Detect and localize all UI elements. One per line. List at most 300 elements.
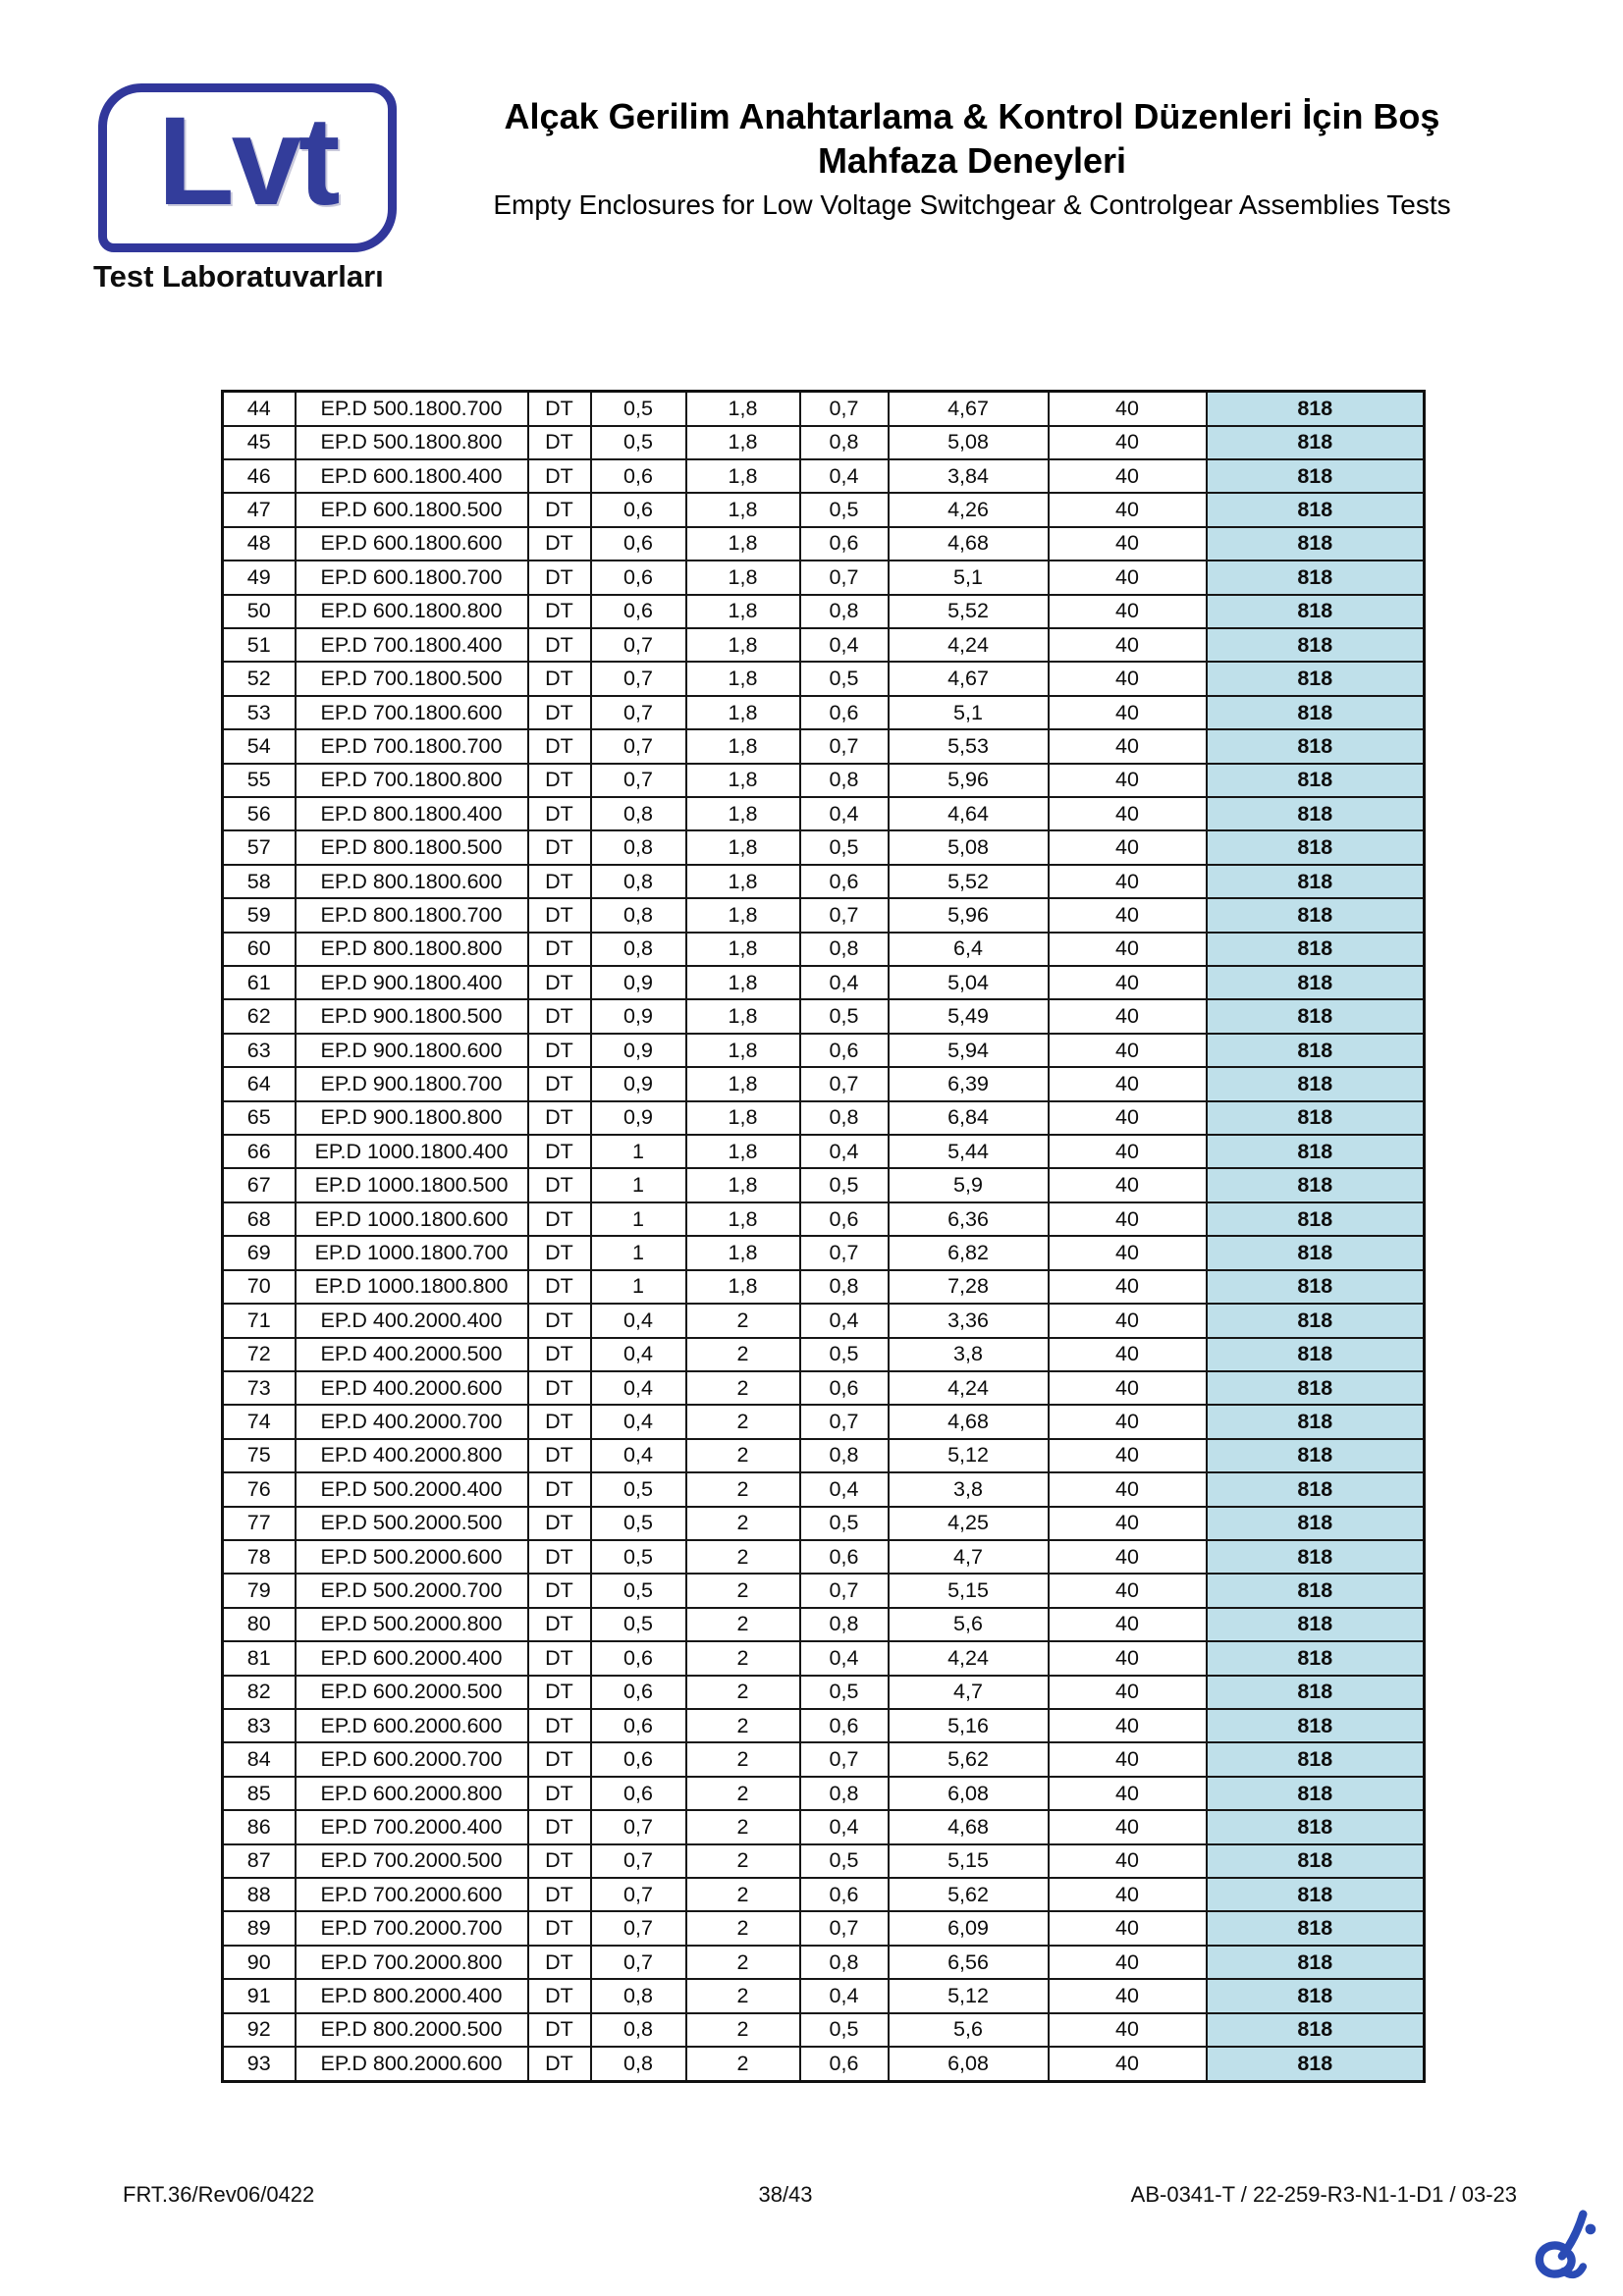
table-row: [223, 1304, 1425, 1337]
cell-height-m: 1,8: [686, 830, 800, 864]
cell-height-m: 2: [686, 2047, 800, 2081]
cell-width-m: 0,7: [591, 1946, 686, 1979]
cell-temp: 40: [1049, 1371, 1207, 1405]
cell-depth-m: 0,6: [800, 527, 889, 561]
cell-depth-m: 0,8: [800, 595, 889, 628]
cell-enclosure-code: EP.D 600.1800.600: [296, 527, 528, 561]
table-row: [223, 1101, 1425, 1135]
cell-type: DT: [528, 1946, 591, 1979]
cell-height-m: 1,8: [686, 1034, 800, 1067]
table-row: [223, 1676, 1425, 1709]
cell-height-m: 2: [686, 1641, 800, 1675]
cell-type: DT: [528, 1202, 591, 1236]
cell-type: DT: [528, 628, 591, 662]
cell-depth-m: 0,5: [800, 1676, 889, 1709]
cell-width-m: 0,7: [591, 1911, 686, 1945]
cell-row-number: 90: [223, 1946, 296, 1979]
cell-temp: 40: [1049, 628, 1207, 662]
cell-enclosure-code: EP.D 900.1800.600: [296, 1034, 528, 1067]
cell-depth-m: 0,7: [800, 1742, 889, 1776]
cell-area: 4,67: [889, 662, 1049, 695]
cell-area: 5,16: [889, 1709, 1049, 1742]
cell-row-number: 63: [223, 1034, 296, 1067]
cell-width-m: 0,7: [591, 1844, 686, 1878]
cell-row-number: 53: [223, 696, 296, 729]
cell-width-m: 0,7: [591, 662, 686, 695]
cell-row-number: 52: [223, 662, 296, 695]
cell-row-number: 50: [223, 595, 296, 628]
table-row: [223, 1810, 1425, 1843]
table-row: [223, 459, 1425, 493]
cell-area: 4,25: [889, 1507, 1049, 1540]
cell-depth-m: 0,8: [800, 1946, 889, 1979]
cell-depth-m: 0,4: [800, 628, 889, 662]
cell-temp: 40: [1049, 1742, 1207, 1776]
cell-temp: 40: [1049, 696, 1207, 729]
table-row: [223, 1405, 1425, 1438]
cell-height-m: 2: [686, 1911, 800, 1945]
cell-temp: 40: [1049, 1507, 1207, 1540]
cell-height-m: 1,8: [686, 493, 800, 526]
cell-temp: 40: [1049, 966, 1207, 999]
cell-width-m: 0,9: [591, 966, 686, 999]
table-row: [223, 527, 1425, 561]
cell-area: 5,53: [889, 729, 1049, 763]
cell-depth-m: 0,8: [800, 1270, 889, 1304]
cell-area: 5,6: [889, 2013, 1049, 2047]
footer-page-number: 38/43: [758, 2182, 813, 2207]
cell-result: 818: [1207, 1202, 1425, 1236]
cell-height-m: 2: [686, 1742, 800, 1776]
cell-temp: 40: [1049, 561, 1207, 594]
cell-temp: 40: [1049, 426, 1207, 459]
cell-height-m: 2: [686, 1979, 800, 2012]
cell-area: 5,15: [889, 1844, 1049, 1878]
cell-result: 818: [1207, 1507, 1425, 1540]
cell-temp: 40: [1049, 2013, 1207, 2047]
cell-result: 818: [1207, 865, 1425, 898]
cell-depth-m: 0,6: [800, 2047, 889, 2081]
cell-row-number: 61: [223, 966, 296, 999]
cell-height-m: 2: [686, 1608, 800, 1641]
cell-width-m: 0,5: [591, 1540, 686, 1574]
cell-temp: 40: [1049, 933, 1207, 966]
cell-depth-m: 0,8: [800, 1439, 889, 1472]
cell-depth-m: 0,7: [800, 1067, 889, 1100]
cell-depth-m: 0,5: [800, 999, 889, 1033]
cell-type: DT: [528, 662, 591, 695]
cell-enclosure-code: EP.D 1000.1800.600: [296, 1202, 528, 1236]
cell-result: 818: [1207, 595, 1425, 628]
cell-temp: 40: [1049, 999, 1207, 1033]
cell-row-number: 69: [223, 1236, 296, 1269]
table-row: [223, 628, 1425, 662]
cell-temp: 40: [1049, 493, 1207, 526]
cell-enclosure-code: EP.D 800.1800.800: [296, 933, 528, 966]
cell-enclosure-code: EP.D 1000.1800.400: [296, 1135, 528, 1168]
table-row: [223, 1979, 1425, 2012]
cell-result: 818: [1207, 696, 1425, 729]
cell-row-number: 88: [223, 1878, 296, 1911]
cell-height-m: 1,8: [686, 662, 800, 695]
cell-result: 818: [1207, 1034, 1425, 1067]
table-body: [223, 392, 1425, 2082]
cell-depth-m: 0,8: [800, 1101, 889, 1135]
cell-enclosure-code: EP.D 800.1800.600: [296, 865, 528, 898]
cell-row-number: 66: [223, 1135, 296, 1168]
cell-row-number: 64: [223, 1067, 296, 1100]
cell-width-m: 1: [591, 1236, 686, 1269]
cell-width-m: 0,6: [591, 459, 686, 493]
cell-width-m: 1: [591, 1168, 686, 1201]
table-row: [223, 1202, 1425, 1236]
cell-area: 5,49: [889, 999, 1049, 1033]
cell-result: 818: [1207, 561, 1425, 594]
table-row: [223, 933, 1425, 966]
cell-height-m: 1,8: [686, 426, 800, 459]
cell-area: 6,82: [889, 1236, 1049, 1269]
cell-width-m: 0,4: [591, 1304, 686, 1337]
cell-type: DT: [528, 696, 591, 729]
cell-depth-m: 0,6: [800, 1034, 889, 1067]
cell-area: 5,62: [889, 1878, 1049, 1911]
cell-type: DT: [528, 1101, 591, 1135]
cell-temp: 40: [1049, 1472, 1207, 1506]
cell-type: DT: [528, 1168, 591, 1201]
cell-enclosure-code: EP.D 700.2000.600: [296, 1878, 528, 1911]
cell-depth-m: 0,4: [800, 1472, 889, 1506]
cell-type: DT: [528, 1371, 591, 1405]
cell-temp: 40: [1049, 1844, 1207, 1878]
table-row: [223, 1034, 1425, 1067]
cell-height-m: 2: [686, 1777, 800, 1810]
cell-depth-m: 0,7: [800, 1236, 889, 1269]
cell-enclosure-code: EP.D 500.2000.700: [296, 1574, 528, 1607]
cell-result: 818: [1207, 1067, 1425, 1100]
cell-type: DT: [528, 1270, 591, 1304]
cell-type: DT: [528, 1709, 591, 1742]
cell-depth-m: 0,4: [800, 1304, 889, 1337]
cell-depth-m: 0,7: [800, 729, 889, 763]
cell-depth-m: 0,7: [800, 392, 889, 426]
cell-enclosure-code: EP.D 700.2000.800: [296, 1946, 528, 1979]
cell-depth-m: 0,6: [800, 1371, 889, 1405]
cell-depth-m: 0,8: [800, 1608, 889, 1641]
cell-enclosure-code: EP.D 400.2000.700: [296, 1405, 528, 1438]
cell-area: 4,7: [889, 1540, 1049, 1574]
cell-type: DT: [528, 595, 591, 628]
cell-depth-m: 0,5: [800, 1168, 889, 1201]
cell-temp: 40: [1049, 662, 1207, 695]
cell-width-m: 1: [591, 1202, 686, 1236]
cell-temp: 40: [1049, 1810, 1207, 1843]
cell-row-number: 83: [223, 1709, 296, 1742]
cell-height-m: 1,8: [686, 595, 800, 628]
cell-height-m: 1,8: [686, 1202, 800, 1236]
cell-type: DT: [528, 527, 591, 561]
cell-depth-m: 0,7: [800, 1574, 889, 1607]
cell-row-number: 74: [223, 1405, 296, 1438]
cell-result: 818: [1207, 1911, 1425, 1945]
cell-temp: 40: [1049, 527, 1207, 561]
cell-area: 5,52: [889, 865, 1049, 898]
cell-result: 818: [1207, 933, 1425, 966]
cell-temp: 40: [1049, 1574, 1207, 1607]
cell-area: 5,15: [889, 1574, 1049, 1607]
cell-depth-m: 0,5: [800, 1844, 889, 1878]
cell-area: 4,67: [889, 392, 1049, 426]
cell-area: 4,68: [889, 1405, 1049, 1438]
cell-temp: 40: [1049, 595, 1207, 628]
cell-width-m: 0,6: [591, 527, 686, 561]
cell-height-m: 1,8: [686, 764, 800, 797]
cell-width-m: 0,6: [591, 1641, 686, 1675]
cell-temp: 40: [1049, 1979, 1207, 2012]
cell-row-number: 68: [223, 1202, 296, 1236]
cell-width-m: 0,4: [591, 1405, 686, 1438]
cell-temp: 40: [1049, 1911, 1207, 1945]
cell-height-m: 2: [686, 1472, 800, 1506]
cell-depth-m: 0,8: [800, 933, 889, 966]
cell-height-m: 1,8: [686, 1236, 800, 1269]
cell-area: 4,26: [889, 493, 1049, 526]
cell-enclosure-code: EP.D 600.1800.800: [296, 595, 528, 628]
cell-result: 818: [1207, 797, 1425, 830]
cell-depth-m: 0,7: [800, 898, 889, 932]
cell-width-m: 0,6: [591, 595, 686, 628]
cell-area: 4,7: [889, 1676, 1049, 1709]
cell-type: DT: [528, 1236, 591, 1269]
cell-type: DT: [528, 898, 591, 932]
cell-enclosure-code: EP.D 500.2000.400: [296, 1472, 528, 1506]
cell-temp: 40: [1049, 1676, 1207, 1709]
cell-area: 3,8: [889, 1338, 1049, 1371]
cell-width-m: 1: [591, 1135, 686, 1168]
cell-row-number: 81: [223, 1641, 296, 1675]
table-row: [223, 696, 1425, 729]
cell-temp: 40: [1049, 797, 1207, 830]
cell-row-number: 45: [223, 426, 296, 459]
table-row: [223, 1709, 1425, 1742]
cell-enclosure-code: EP.D 700.1800.400: [296, 628, 528, 662]
cell-area: 6,08: [889, 2047, 1049, 2081]
cell-type: DT: [528, 1135, 591, 1168]
cell-area: 5,1: [889, 696, 1049, 729]
cell-width-m: 0,5: [591, 1574, 686, 1607]
cell-depth-m: 0,4: [800, 1135, 889, 1168]
cell-height-m: 1,8: [686, 527, 800, 561]
cell-row-number: 56: [223, 797, 296, 830]
cell-result: 818: [1207, 1709, 1425, 1742]
cell-row-number: 54: [223, 729, 296, 763]
cell-result: 818: [1207, 898, 1425, 932]
cell-height-m: 1,8: [686, 933, 800, 966]
cell-area: 4,24: [889, 628, 1049, 662]
cell-result: 818: [1207, 1168, 1425, 1201]
cell-row-number: 91: [223, 1979, 296, 2012]
cell-height-m: 1,8: [686, 966, 800, 999]
cell-result: 818: [1207, 1979, 1425, 2012]
cell-row-number: 93: [223, 2047, 296, 2081]
cell-width-m: 0,9: [591, 1034, 686, 1067]
cell-depth-m: 0,8: [800, 1777, 889, 1810]
cell-enclosure-code: EP.D 700.2000.700: [296, 1911, 528, 1945]
cell-type: DT: [528, 1878, 591, 1911]
cell-height-m: 1,8: [686, 1101, 800, 1135]
table-row: [223, 966, 1425, 999]
cell-row-number: 77: [223, 1507, 296, 1540]
cell-result: 818: [1207, 392, 1425, 426]
cell-area: 6,09: [889, 1911, 1049, 1945]
cell-area: 5,6: [889, 1608, 1049, 1641]
table-row: [223, 1608, 1425, 1641]
cell-area: 4,64: [889, 797, 1049, 830]
cell-result: 818: [1207, 764, 1425, 797]
cell-result: 818: [1207, 830, 1425, 864]
cell-result: 818: [1207, 1676, 1425, 1709]
cell-temp: 40: [1049, 898, 1207, 932]
lvt-logo-text: Lvt: [157, 91, 338, 232]
cell-depth-m: 0,4: [800, 1979, 889, 2012]
cell-width-m: 0,4: [591, 1338, 686, 1371]
cell-depth-m: 0,4: [800, 797, 889, 830]
cell-type: DT: [528, 1067, 591, 1100]
cell-temp: 40: [1049, 1270, 1207, 1304]
cell-row-number: 75: [223, 1439, 296, 1472]
cell-width-m: 0,4: [591, 1439, 686, 1472]
cell-type: DT: [528, 1507, 591, 1540]
cell-enclosure-code: EP.D 700.2000.500: [296, 1844, 528, 1878]
cell-enclosure-code: EP.D 900.1800.500: [296, 999, 528, 1033]
cell-row-number: 60: [223, 933, 296, 966]
cell-result: 818: [1207, 1405, 1425, 1438]
cell-temp: 40: [1049, 1540, 1207, 1574]
cell-depth-m: 0,5: [800, 493, 889, 526]
cell-result: 818: [1207, 2047, 1425, 2081]
cell-depth-m: 0,5: [800, 2013, 889, 2047]
cell-depth-m: 0,6: [800, 1709, 889, 1742]
cell-area: 4,24: [889, 1371, 1049, 1405]
cell-row-number: 85: [223, 1777, 296, 1810]
cell-width-m: 0,7: [591, 696, 686, 729]
cell-width-m: 0,8: [591, 830, 686, 864]
table-row: [223, 1878, 1425, 1911]
cell-enclosure-code: EP.D 700.1800.500: [296, 662, 528, 695]
cell-height-m: 2: [686, 1439, 800, 1472]
cell-width-m: 0,7: [591, 1810, 686, 1843]
cell-type: DT: [528, 2047, 591, 2081]
cell-enclosure-code: EP.D 400.2000.800: [296, 1439, 528, 1472]
cell-temp: 40: [1049, 865, 1207, 898]
table-row: [223, 426, 1425, 459]
cell-enclosure-code: EP.D 800.2000.500: [296, 2013, 528, 2047]
cell-type: DT: [528, 426, 591, 459]
cell-width-m: 0,7: [591, 729, 686, 763]
cell-area: 5,62: [889, 1742, 1049, 1776]
cell-row-number: 44: [223, 392, 296, 426]
cell-width-m: 0,6: [591, 1742, 686, 1776]
cell-enclosure-code: EP.D 600.2000.500: [296, 1676, 528, 1709]
cell-enclosure-code: EP.D 1000.1800.800: [296, 1270, 528, 1304]
cell-enclosure-code: EP.D 700.2000.400: [296, 1810, 528, 1843]
cell-row-number: 65: [223, 1101, 296, 1135]
cell-temp: 40: [1049, 1405, 1207, 1438]
cell-enclosure-code: EP.D 600.2000.600: [296, 1709, 528, 1742]
cell-area: 5,12: [889, 1979, 1049, 2012]
title-block: [422, 94, 1522, 221]
cell-depth-m: 0,5: [800, 830, 889, 864]
table-row: [223, 2013, 1425, 2047]
cell-area: 4,68: [889, 1810, 1049, 1843]
table-row: [223, 1338, 1425, 1371]
cell-area: 5,08: [889, 830, 1049, 864]
cell-result: 818: [1207, 459, 1425, 493]
cell-depth-m: 0,5: [800, 1507, 889, 1540]
table-row: [223, 1641, 1425, 1675]
table-row: [223, 999, 1425, 1033]
table-row: [223, 1168, 1425, 1201]
cell-temp: 40: [1049, 1135, 1207, 1168]
cell-width-m: 0,5: [591, 392, 686, 426]
cell-area: 6,39: [889, 1067, 1049, 1100]
cell-type: DT: [528, 1911, 591, 1945]
cell-result: 818: [1207, 1236, 1425, 1269]
cell-area: 5,1: [889, 561, 1049, 594]
cell-depth-m: 0,6: [800, 1540, 889, 1574]
cell-width-m: 0,5: [591, 1472, 686, 1506]
cell-row-number: 80: [223, 1608, 296, 1641]
cell-enclosure-code: EP.D 400.2000.600: [296, 1371, 528, 1405]
cell-result: 818: [1207, 729, 1425, 763]
cell-result: 818: [1207, 1844, 1425, 1878]
cell-result: 818: [1207, 1777, 1425, 1810]
cell-height-m: 2: [686, 1304, 800, 1337]
page-title-line2: Mahfaza Deneyleri: [817, 140, 1127, 182]
cell-area: 7,28: [889, 1270, 1049, 1304]
table-row: [223, 1574, 1425, 1607]
page-subtitle-english: Empty Enclosures for Low Voltage Switchgear & Controlgear Assemblies Tests: [493, 188, 1451, 220]
cell-row-number: 78: [223, 1540, 296, 1574]
cell-result: 818: [1207, 1946, 1425, 1979]
cell-height-m: 1,8: [686, 1135, 800, 1168]
cell-temp: 40: [1049, 1709, 1207, 1742]
cell-row-number: 47: [223, 493, 296, 526]
cell-temp: 40: [1049, 764, 1207, 797]
cell-result: 818: [1207, 493, 1425, 526]
cell-depth-m: 0,7: [800, 561, 889, 594]
cell-height-m: 1,8: [686, 628, 800, 662]
cell-width-m: 0,5: [591, 426, 686, 459]
cell-temp: 40: [1049, 729, 1207, 763]
cell-height-m: 1,8: [686, 865, 800, 898]
lvt-logo: [98, 83, 397, 252]
cell-temp: 40: [1049, 1202, 1207, 1236]
cell-type: DT: [528, 459, 591, 493]
cell-area: 5,08: [889, 426, 1049, 459]
cell-row-number: 55: [223, 764, 296, 797]
cell-result: 818: [1207, 628, 1425, 662]
cell-height-m: 1,8: [686, 999, 800, 1033]
cell-temp: 40: [1049, 1034, 1207, 1067]
cell-depth-m: 0,7: [800, 1405, 889, 1438]
table-row: [223, 1742, 1425, 1776]
cell-enclosure-code: EP.D 600.1800.500: [296, 493, 528, 526]
cell-type: DT: [528, 966, 591, 999]
cell-height-m: 2: [686, 2013, 800, 2047]
cell-row-number: 73: [223, 1371, 296, 1405]
cell-result: 818: [1207, 1878, 1425, 1911]
cell-depth-m: 0,4: [800, 1810, 889, 1843]
